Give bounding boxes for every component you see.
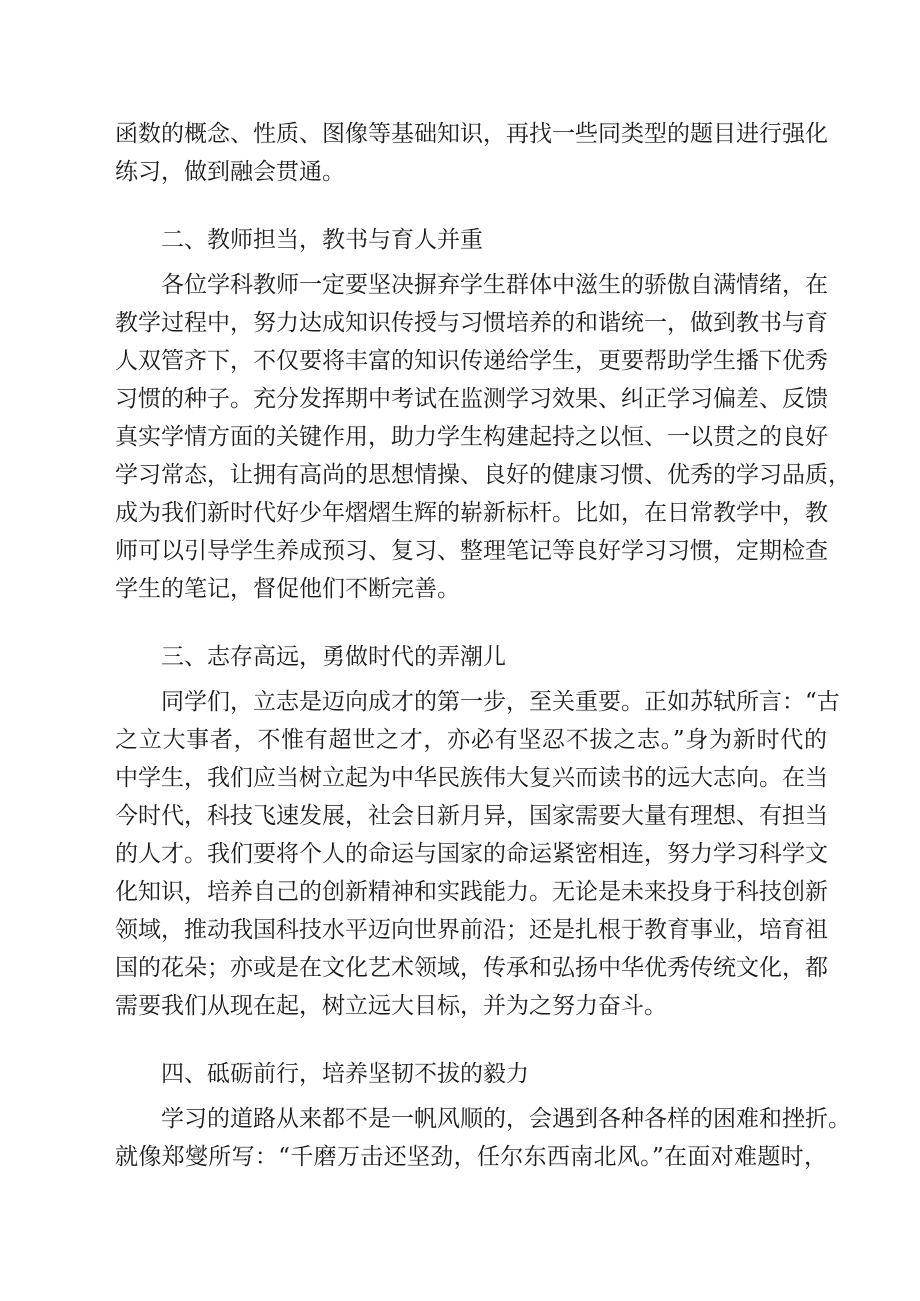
paragraph-line: 领域，推动我国科技水平迈向世界前沿；还是扎根于教育事业，培育祖 [115, 917, 828, 943]
section-heading-2: 二、教师担当，教书与育人并重 [161, 227, 483, 253]
paragraph-line: 教学过程中，努力达成知识传授与习惯培养的和谐统一，做到教书与育 [115, 310, 828, 336]
paragraph-line: 练习，做到融会贯通。 [115, 159, 345, 185]
paragraph-line: 之立大事者，不惟有超世之才，亦必有坚忍不拔之志。”身为新时代的 [115, 727, 827, 753]
paragraph-line: 化知识，培养自己的创新精神和实践能力。无论是未来投身于科技创新 [115, 879, 828, 905]
section-heading-4: 四、砥砺前行，培养坚韧不拔的毅力 [161, 1061, 529, 1087]
paragraph-line: 各位学科教师一定要坚决摒弃学生群体中滋生的骄傲自满情绪，在 [161, 272, 828, 298]
paragraph-line: 学习常态，让拥有高尚的思想情操、良好的健康习惯、优秀的学习品质， [115, 462, 851, 488]
paragraph-line: 同学们，立志是迈向成才的第一步，至关重要。正如苏轼所言：“古 [161, 689, 840, 715]
paragraph-line: 人双管齐下，不仅要将丰富的知识传递给学生，更要帮助学生播下优秀 [115, 348, 828, 374]
section-heading-3: 三、志存高远，勇做时代的弄潮儿 [161, 644, 506, 670]
paragraph-line: 学生的笔记，督促他们不断完善。 [115, 576, 460, 602]
paragraph-line: 就像郑燮所写：“千磨万击还坚劲，任尔东西南北风。”在面对难题时， [115, 1144, 827, 1170]
paragraph-line: 国的花朵；亦或是在文化艺术领域，传承和弘扬中华优秀传统文化，都 [115, 955, 828, 981]
paragraph-line: 习惯的种子。充分发挥期中考试在监测学习效果、纠正学习偏差、反馈 [115, 386, 828, 412]
paragraph-line: 成为我们新时代好少年熠熠生辉的崭新标杆。比如，在日常教学中，教 [115, 500, 828, 526]
paragraph-line: 函数的概念、性质、图像等基础知识，再找一些同类型的题目进行强化 [115, 121, 828, 147]
paragraph-line: 的人才。我们要将个人的命运与国家的命运紧密相连，努力学习科学文 [115, 841, 828, 867]
paragraph-line: 今时代，科技飞速发展，社会日新月异，国家需要大量有理想、有担当 [115, 803, 828, 829]
paragraph-line: 师可以引导学生养成预习、复习、整理笔记等良好学习习惯，定期检查 [115, 538, 828, 564]
paragraph-line: 学习的道路从来都不是一帆风顺的，会遇到各种各样的困难和挫折。 [161, 1106, 851, 1132]
paragraph-line: 需要我们从现在起，树立远大目标，并为之努力奋斗。 [115, 993, 667, 1019]
paragraph-line: 中学生，我们应当树立起为中华民族伟大复兴而读书的远大志向。在当 [115, 765, 828, 791]
paragraph-line: 真实学情方面的关键作用，助力学生构建起持之以恒、一以贯之的良好 [115, 424, 828, 450]
